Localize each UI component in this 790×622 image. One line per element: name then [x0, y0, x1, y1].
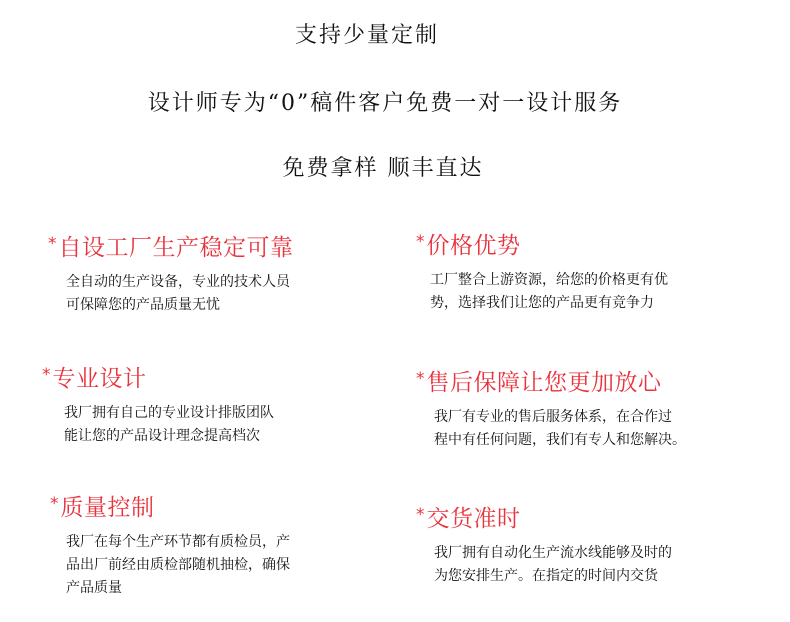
feature-desc-line: 能让您的产品设计理念提高档次: [64, 428, 260, 444]
star-icon: *: [50, 494, 59, 514]
headline-custom-order: 支持少量定制: [294, 23, 439, 48]
feature-desc-line: 为您安排生产。在指定的时间内交货: [434, 568, 658, 584]
feature-quality-control: [50, 494, 290, 600]
star-icon: *: [48, 234, 57, 254]
feature-desc-line: 我厂有专业的售后服务体系，在合作过: [434, 409, 672, 425]
star-icon: *: [416, 505, 425, 525]
feature-desc-line: 势，选择我们让您的产品更有竞争力: [430, 295, 654, 311]
feature-description: [66, 271, 294, 317]
feature-on-time-delivery: [416, 505, 672, 588]
feature-after-sales: [416, 369, 686, 452]
feature-title-row: [50, 494, 290, 522]
feature-description: [66, 531, 290, 600]
feature-title-row: [48, 234, 294, 262]
feature-desc-line: 品出厂前经由质检部随机抽检，确保: [66, 557, 290, 573]
feature-desc-line: 程中有任何问题，我们有专人和您解决。: [434, 432, 686, 448]
feature-desc-line: 我厂拥有自动化生产流水线能够及时的: [434, 545, 672, 561]
feature-title-row: [416, 505, 672, 533]
feature-desc-line: 工厂整合上游资源，给您的价格更有优: [430, 272, 668, 288]
feature-title: 专业设计: [52, 366, 147, 392]
headline-design-service: 设计师专为“0”稿件客户免费一对一设计服务: [147, 91, 623, 116]
feature-factory-stability: [48, 234, 294, 317]
feature-description: [430, 269, 668, 315]
feature-description: [434, 406, 686, 452]
feature-title-row: [42, 365, 274, 393]
feature-desc-line: 我厂拥有自己的专业设计排版团队: [64, 405, 274, 421]
feature-professional-design: [42, 365, 274, 448]
feature-title: 售后保障让您更加放心: [426, 370, 662, 396]
star-icon: *: [42, 365, 51, 385]
feature-price-advantage: [416, 232, 668, 315]
feature-title: 自设工厂生产稳定可靠: [58, 235, 294, 261]
star-icon: *: [416, 369, 425, 389]
star-icon: *: [416, 232, 425, 252]
feature-desc-line: 产品质量: [66, 580, 122, 596]
feature-desc-line: 可保障您的产品质量无忧: [66, 297, 220, 313]
feature-desc-line: 全自动的生产设备，专业的技术人员: [66, 274, 290, 290]
headline-free-sample: 免费拿样 顺丰直达: [282, 156, 484, 181]
feature-title-row: [416, 232, 668, 260]
feature-title: 价格优势: [426, 233, 521, 259]
feature-description: [434, 542, 672, 588]
feature-title: 质量控制: [60, 495, 155, 521]
feature-title: 交货准时: [426, 506, 521, 532]
feature-desc-line: 我厂在每个生产环节都有质检员，产: [66, 534, 290, 550]
feature-title-row: [416, 369, 686, 397]
feature-description: [64, 402, 274, 448]
